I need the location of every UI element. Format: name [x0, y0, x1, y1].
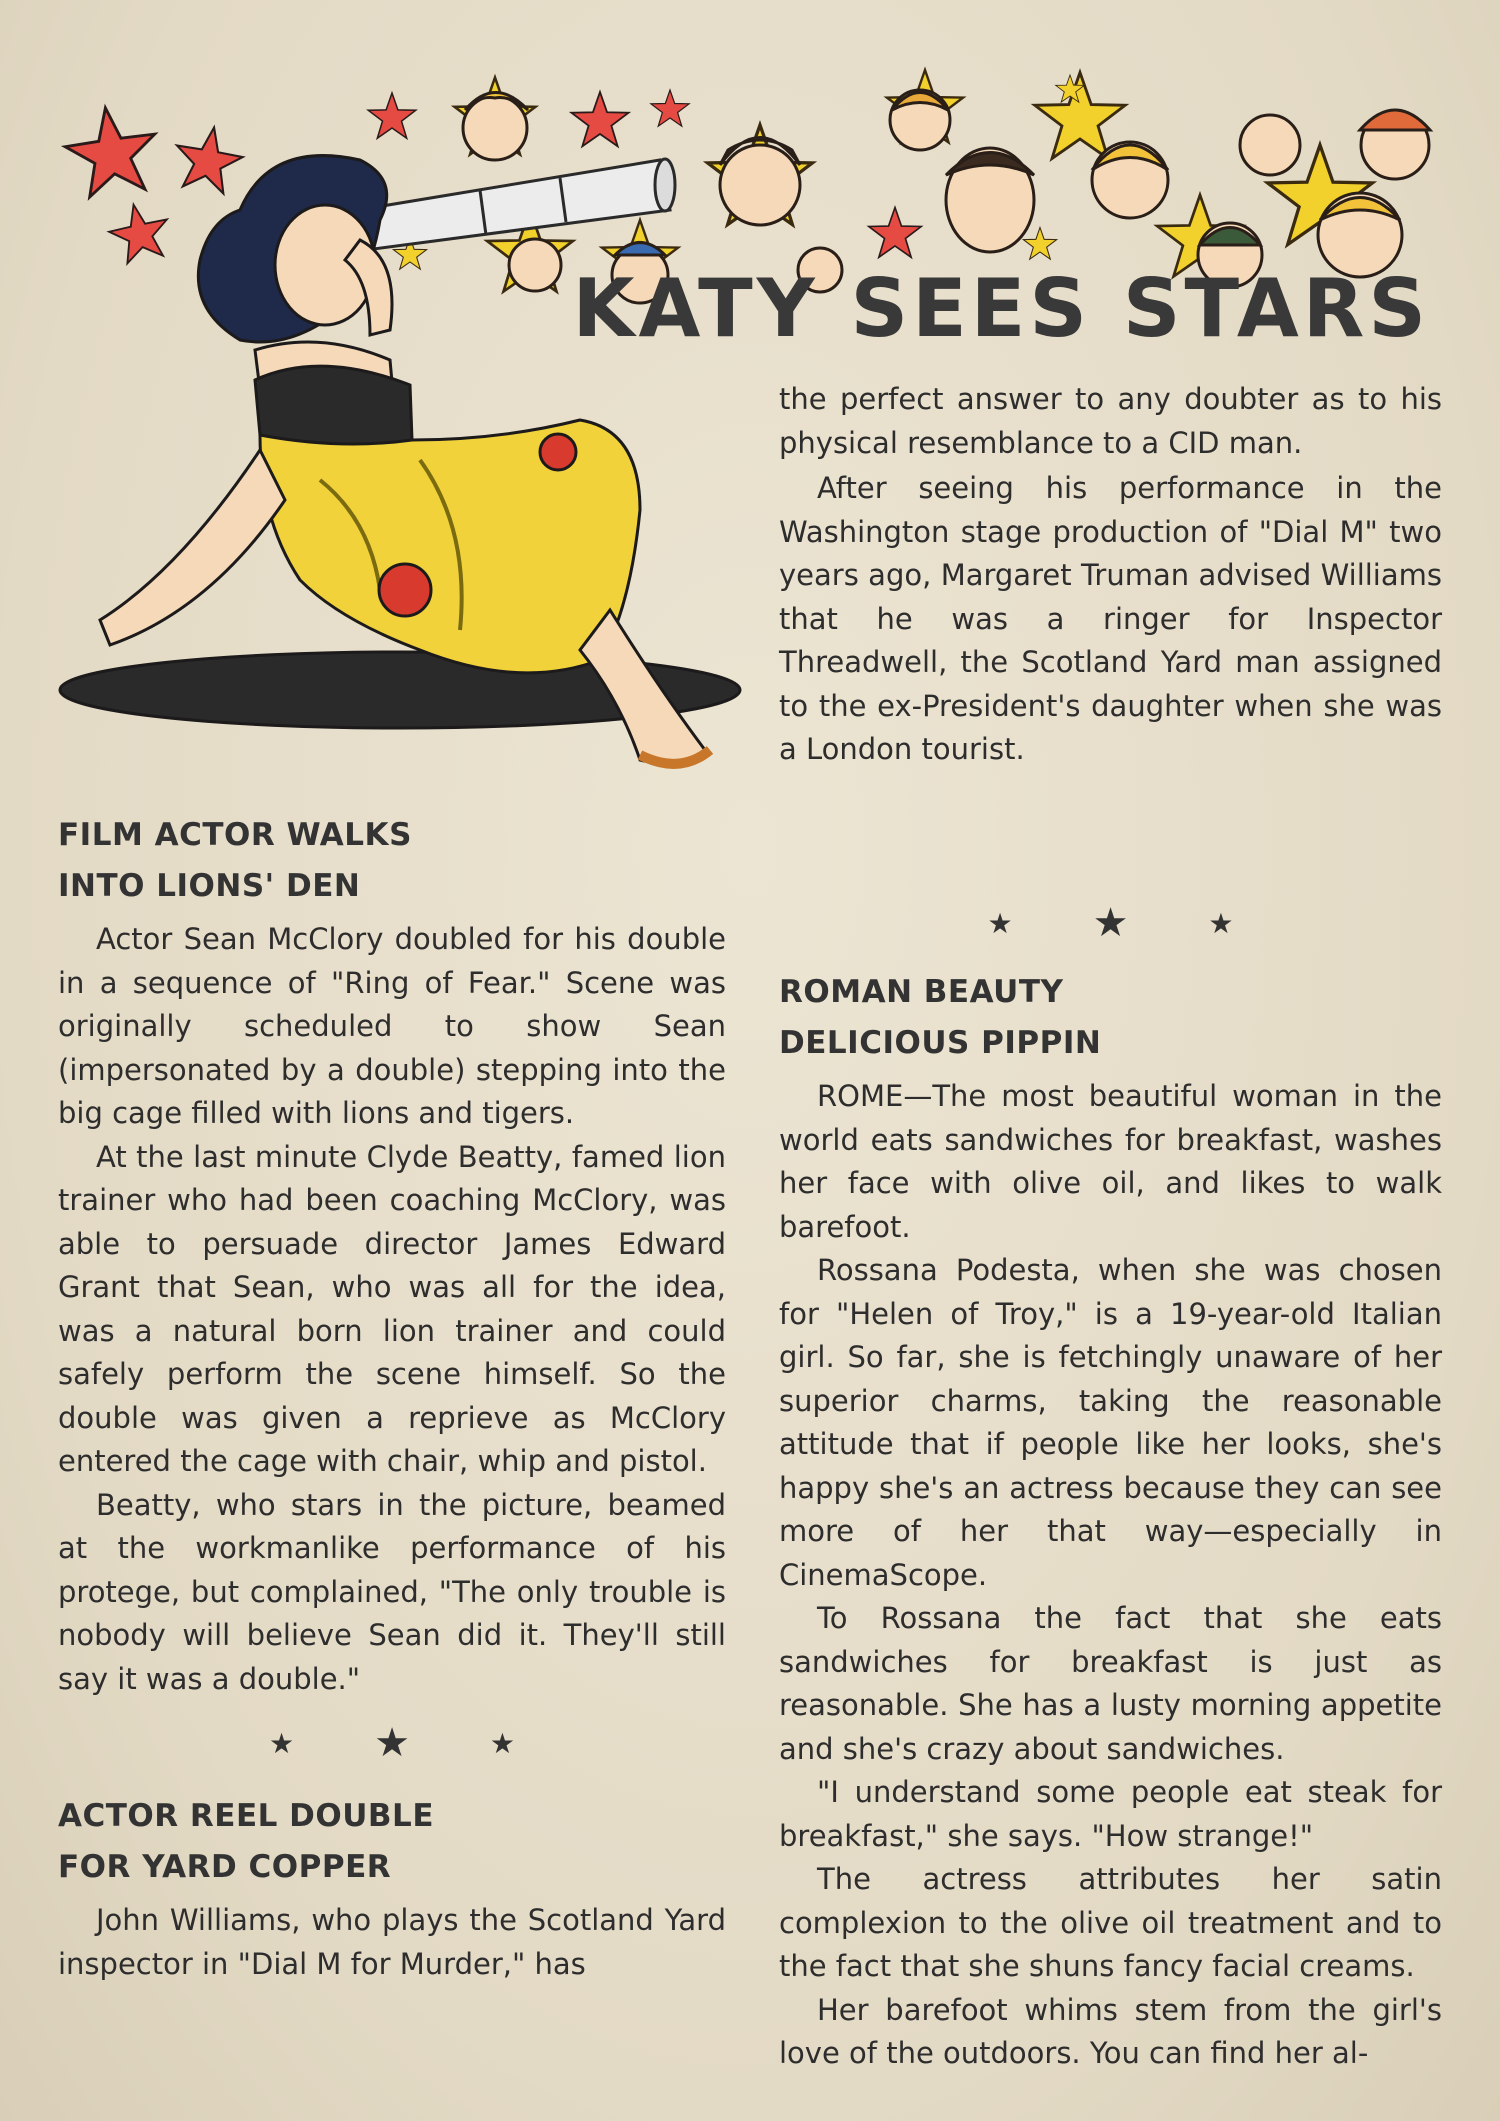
article-heading [58, 1791, 726, 1893]
page-title: KATY SEES STARS [572, 262, 1430, 355]
right-column-top [779, 378, 1442, 772]
right-column [779, 895, 1442, 2076]
article-paragraph: John Williams, who plays the Scotland Yard inspector in "Dial M for Murder," has [58, 1903, 726, 1981]
article-paragraph: Rossana Podesta, when she was chosen for "Helen of Troy," is a 19-year-old Italian girl. So far, she is fetchingly unaware of her superior charms, taking the reasonable attitude that if people like her looks, she's happy she's an actress because they can see more of her that way—especially in CinemaScope. [779, 1253, 1442, 1592]
article-heading [779, 967, 1442, 1069]
article-paragraph: To Rossana the fact that she eats sandwiches for breakfast is just as reasonable. She has a lusty morning appetite and she's crazy about sandwiches. [779, 1601, 1442, 1766]
heading-line: ROMAN BEAUTY [779, 974, 1064, 1010]
telescope-icon [358, 159, 675, 250]
star-separator [779, 895, 1442, 953]
star-icon: ★ [374, 1720, 410, 1767]
article-paragraph: At the last minute Clyde Beatty, famed lion trainer who had been coaching McClory, was able to persuade director James Edward Grant that Sean, who was all for the idea, was a natural born lion trainer and could safely perform the scene himself. So the double was given a reprieve as McClory entered the cage with chair, whip and pistol. [58, 1139, 726, 1478]
star-separator [58, 1715, 726, 1773]
star-icon: ★ [987, 907, 1013, 941]
heading-line: DELICIOUS PIPPIN [779, 1025, 1102, 1061]
article-paragraph: After seeing his performance in the Washington stage production of "Dial M" two years ago, Margaret Truman advised Williams that he was a ringer for Inspector Threadwell, the Scotland Yard man assigned to the ex-President's daughter when she was a London tourist. [779, 471, 1442, 766]
article-paragraph: The actress attributes her satin complexion to the olive oil treatment and to the fact that she shuns fancy facial creams. [779, 1862, 1442, 1983]
star-icon: ★ [268, 1727, 295, 1761]
star-icon: ★ [1208, 907, 1234, 941]
left-column [58, 810, 726, 1986]
heading-line: FILM ACTOR WALKS [58, 817, 412, 853]
article-paragraph: Her barefoot whims stem from the girl's love of the outdoors. You can find her al- [779, 1992, 1442, 2070]
article-paragraph: Actor Sean McClory doubled for his double in a sequence of "Ring of Fear." Scene was originally scheduled to show Sean (impersonated by a double) stepping into the big cage filled with lions and tigers. [58, 922, 726, 1130]
article-paragraph: "I understand some people eat steak for breakfast," she says. "How strange!" [779, 1775, 1442, 1853]
heading-line: INTO LIONS' DEN [58, 868, 361, 904]
heading-line: FOR YARD COPPER [58, 1849, 392, 1885]
article-paragraph: the perfect answer to any doubter as to his physical resemblance to a CID man. [779, 382, 1442, 460]
article-paragraph: ROME—The most beautiful woman in the world eats sandwiches for breakfast, washes her face with olive oil, and likes to walk barefoot. [779, 1079, 1442, 1244]
article-paragraph: Beatty, who stars in the picture, beamed at the workmanlike performance of his protege, but complained, "The only trouble is nobody will believe Sean did it. They'll still say it was a double." [58, 1487, 726, 1696]
star-icon: ★ [489, 1727, 516, 1761]
star-icon: ★ [1092, 900, 1129, 947]
article-heading [58, 810, 726, 912]
heading-line: ACTOR REEL DOUBLE [58, 1798, 434, 1834]
